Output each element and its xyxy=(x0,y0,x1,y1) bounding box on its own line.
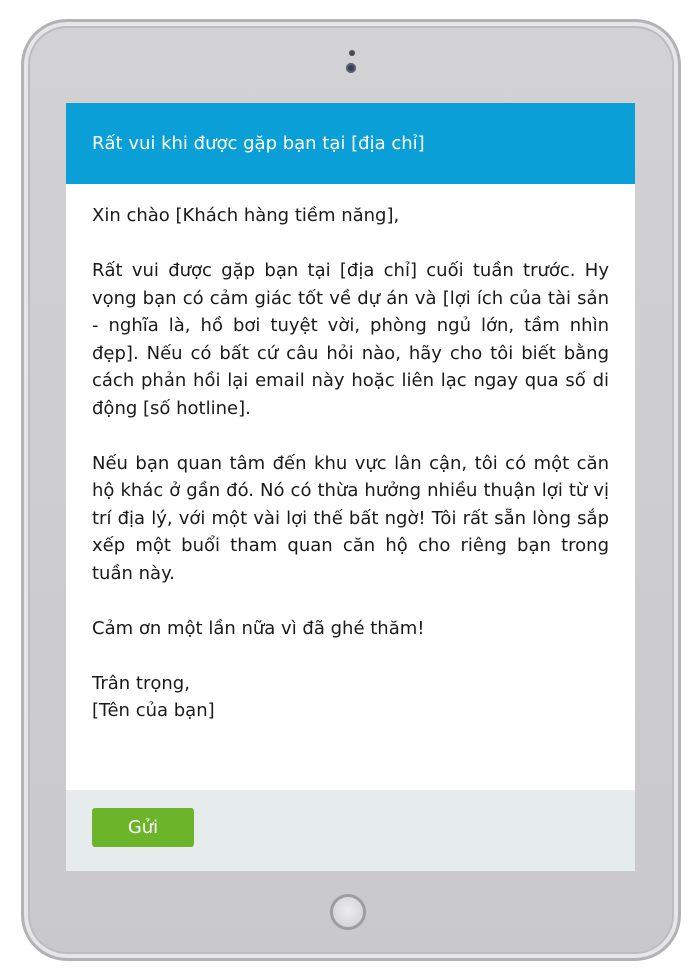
email-greeting: Xin chào [Khách hàng tiềm năng], xyxy=(92,205,400,226)
email-subject: Rất vui khi được gặp bạn tại [địa chỉ] xyxy=(92,133,425,154)
email-paragraph-1: Rất vui được gặp bạn tại [địa chỉ] cuối tuần trước. Hy vọng bạn có cảm giác tốt về dự án và [lợi ích của tài sản - nghĩa là, hồ bơi tuyệt vời, phòng ngủ lớn, tầm nhìn đẹp]. Nếu có bất cứ câu hỏi nào, hãy cho tôi biết bằng cách phản hồi lại email này hoặc liên lạc ngay qua số di động [số hotline]. xyxy=(92,260,609,419)
email-signature: [Tên của bạn] xyxy=(92,700,215,721)
home-button[interactable] xyxy=(330,894,366,930)
send-button[interactable]: Gửi xyxy=(92,808,194,847)
camera-icon xyxy=(346,63,356,73)
email-thanks: Cảm ơn một lần nữa vì đã ghé thăm! xyxy=(92,617,425,639)
email-header xyxy=(66,103,635,184)
email-paragraph-2: Nếu bạn quan tâm đến khu vực lân cận, tôi có một căn hộ khác ở gần đó. Nó có thừa hưởng nhiều thuận lợi từ vị trí địa lý, với một vài lợi thế bất ngờ! Tôi rất sẵn lòng sắp xếp một buổi tham quan căn hộ cho riêng bạn trong tuần này. xyxy=(92,452,609,584)
email-body xyxy=(92,202,609,725)
sensor-icon xyxy=(349,50,355,56)
email-screen xyxy=(66,103,635,871)
email-footer xyxy=(66,790,635,871)
email-closing: Trân trọng, xyxy=(92,672,190,694)
